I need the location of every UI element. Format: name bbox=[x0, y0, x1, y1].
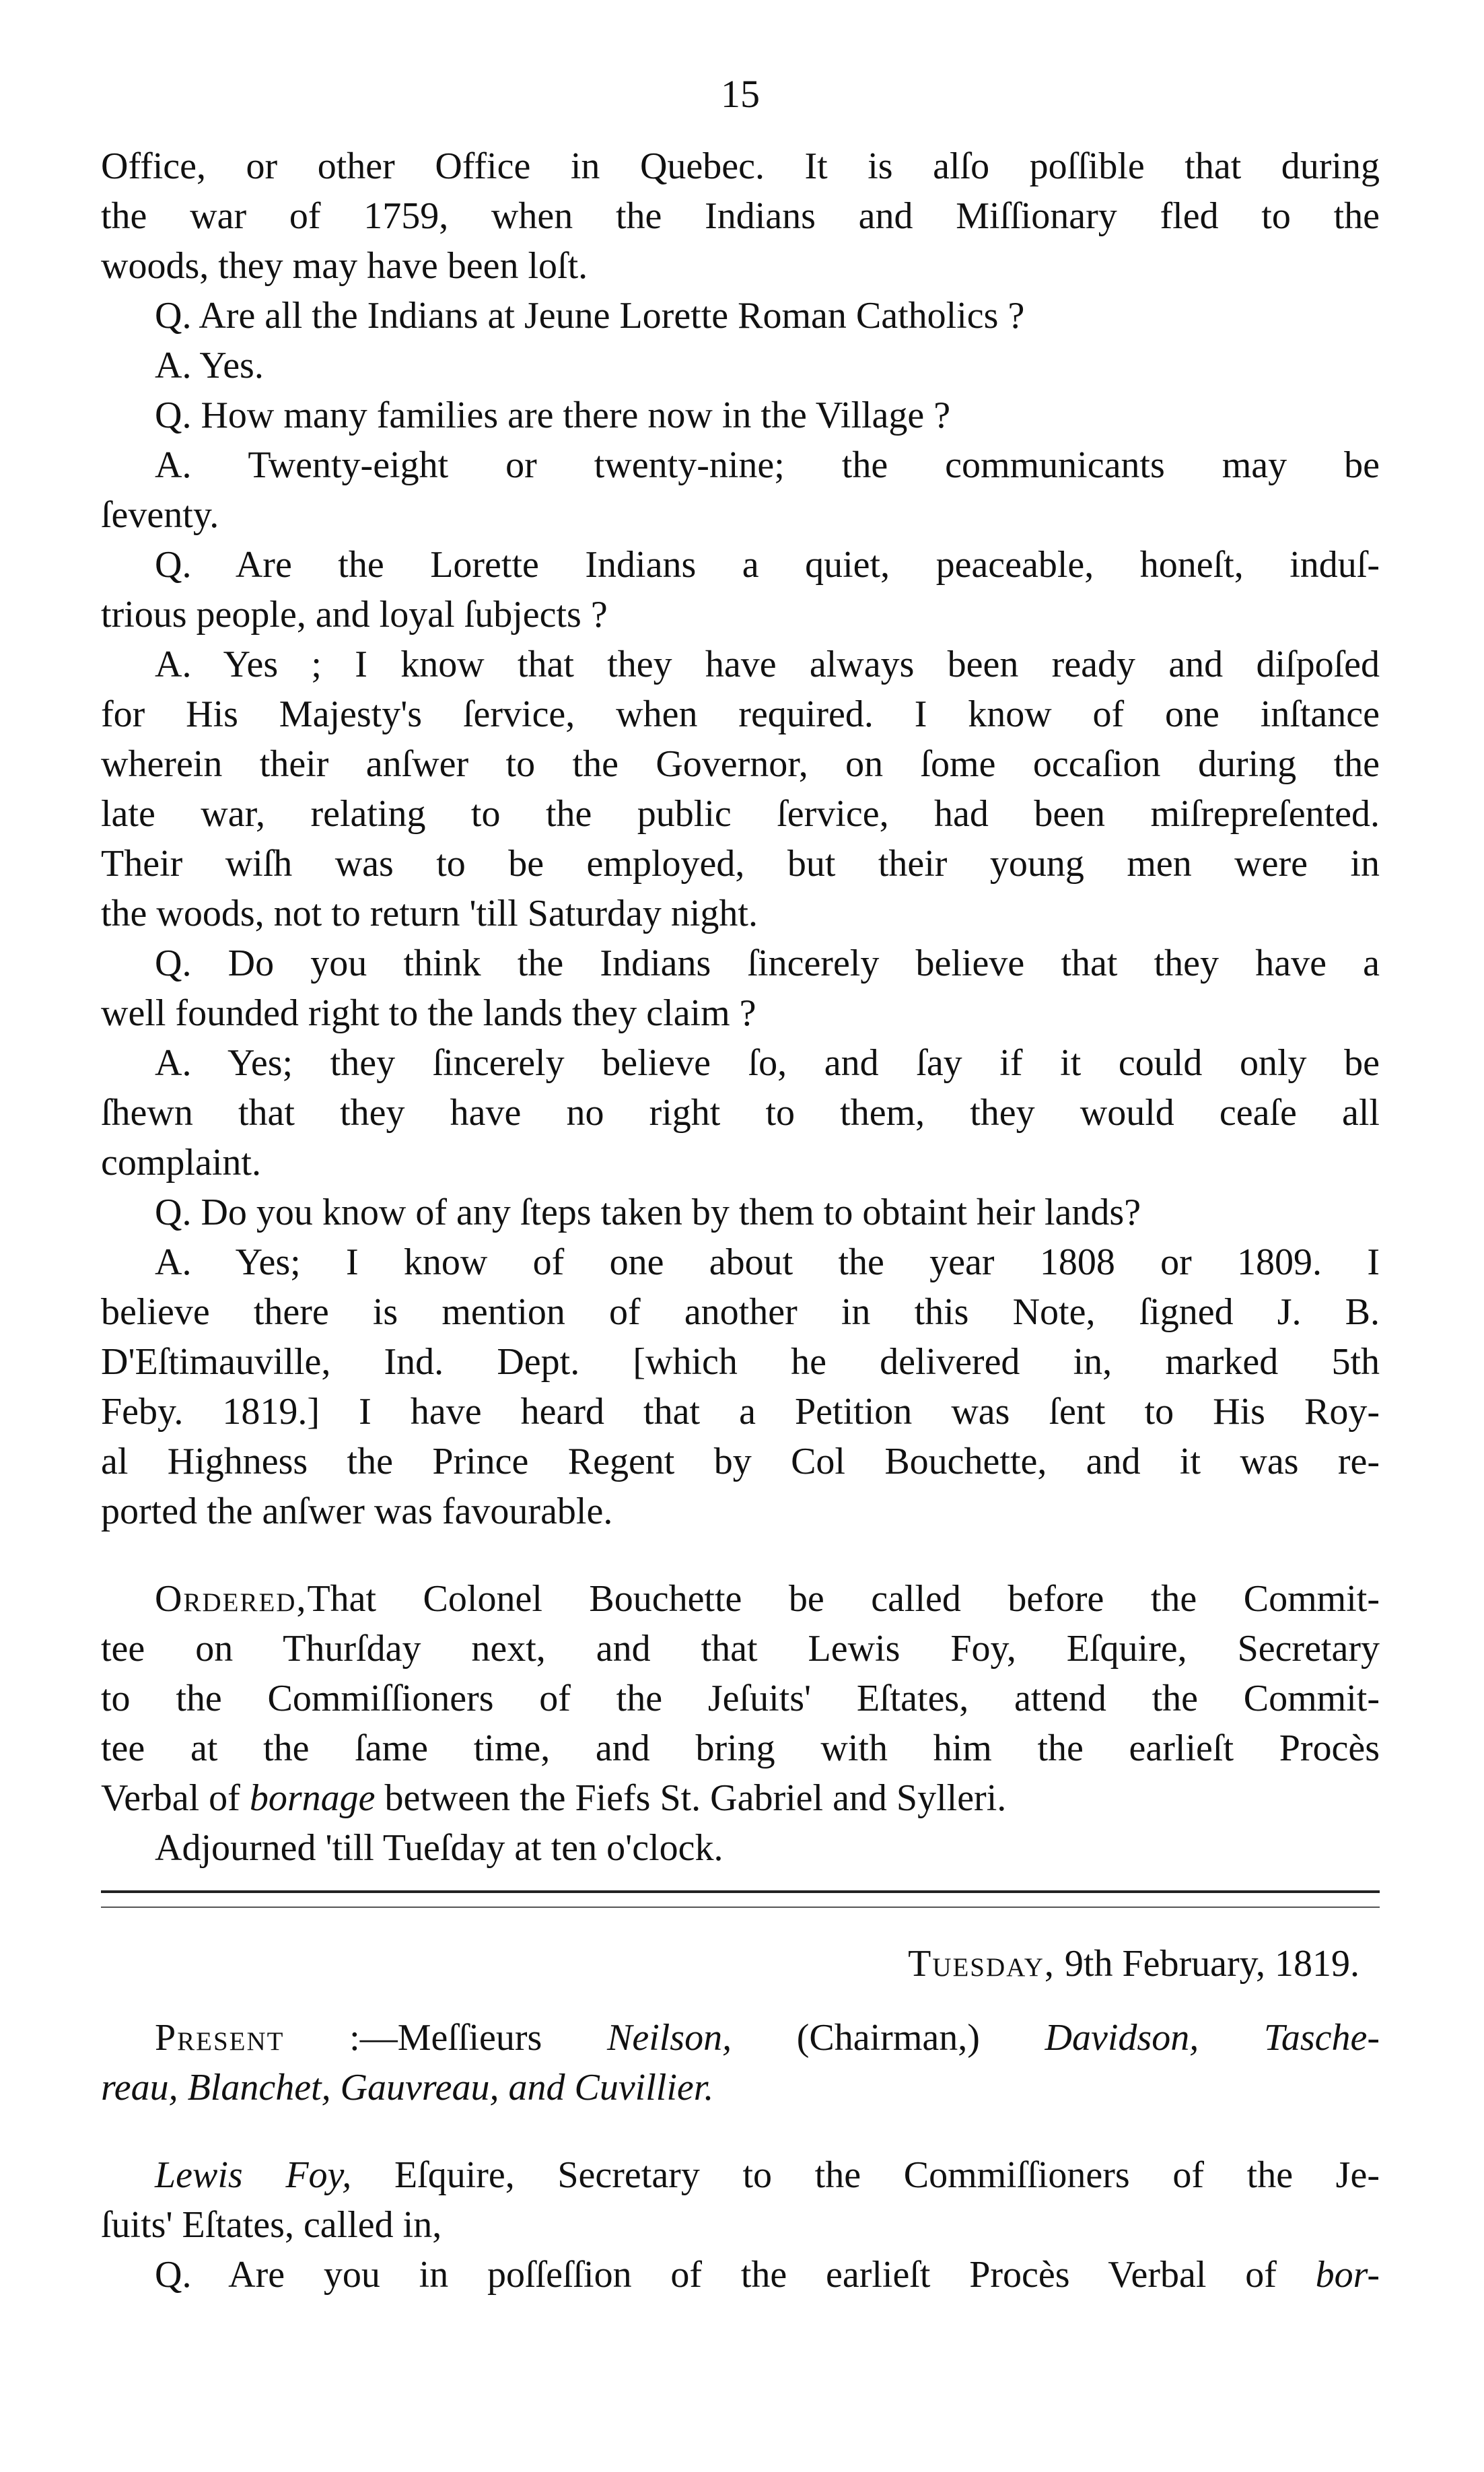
text-line: well founded right to the lands they claim ? bbox=[101, 992, 756, 1034]
text-line: A. Twenty-eight or twenty-nine; the communicants may be bbox=[155, 444, 1380, 486]
date-rest: 9th February, 1819. bbox=[1055, 1943, 1359, 1985]
text-line: the war of 1759, when the Indians and Miſſionary fled to the bbox=[101, 195, 1380, 237]
text-line: complaint. bbox=[101, 1142, 261, 1183]
ordered-line: tee on Thurſday next, and that Lewis Foy, Eſquire, Secretary bbox=[101, 1628, 1380, 1670]
section-divider-thin bbox=[101, 1907, 1380, 1908]
text-line: believe there is mention of another in this Note, ſigned J. B. bbox=[101, 1291, 1380, 1333]
ordered-text: That Colonel Bouchette be called before the Commit- bbox=[307, 1578, 1380, 1620]
present-member: Davidson, bbox=[1045, 2017, 1199, 2059]
ordered-verbal-text: Verbal of bbox=[101, 1777, 250, 1819]
present-intro: :—Meſſieurs bbox=[284, 2017, 607, 2059]
witness-name: Lewis Foy, bbox=[155, 2154, 352, 2196]
witness-question-italic: bor- bbox=[1315, 2254, 1380, 2296]
text-line: Office, or other Office in Quebec. It is alſo poſſible that during bbox=[101, 145, 1380, 187]
adjourned-line: Adjourned 'till Tueſday at ten o'clock. bbox=[155, 1827, 723, 1869]
page-number: 15 bbox=[721, 72, 760, 116]
text-line: for His Majesty's ſervice, when required. I know of one inſtance bbox=[101, 693, 1380, 735]
text-line: D'Eſtimauville, Ind. Dept. [which he delivered in, marked 5th bbox=[101, 1341, 1380, 1383]
text-line: late war, relating to the public ſervice, had been miſrepreſented. bbox=[101, 793, 1380, 835]
text-line: ported the anſwer was favourable. bbox=[101, 1490, 613, 1532]
witness-question: Q. Are you in poſſeſſion of the earlieſt Procès Verbal of bbox=[155, 2254, 1316, 2296]
ordered-verbal-rest: between the Fiefs St. Gabriel and Sylleri. bbox=[375, 1777, 1007, 1819]
present-members-continued: reau, Blanchet, Gauvreau, and Cuvillier. bbox=[101, 2067, 714, 2108]
present-member: Neilson, bbox=[606, 2017, 732, 2059]
text-line: A. Yes; I know of one about the year 1808 or 1809. I bbox=[155, 1241, 1380, 1283]
text-line: Feby. 1819.] I have heard that a Petition was ſent to His Roy- bbox=[101, 1391, 1380, 1433]
ordered-line: to the Commiſſioners of the Jeſuits' Eſtates, attend the Commit- bbox=[101, 1678, 1380, 1719]
text-line: trious people, and loyal ſubjects ? bbox=[101, 594, 608, 636]
text-line: Q. How many families are there now in the Village ? bbox=[155, 394, 951, 436]
present-paragraph bbox=[101, 2013, 1380, 2113]
present-first-line bbox=[101, 2013, 1380, 2063]
ordered-lines bbox=[101, 1624, 1380, 1773]
witness-second-line: ſuits' Eſtates, called in, bbox=[101, 2204, 442, 2246]
ordered-verbal-line bbox=[101, 1773, 1380, 1823]
text-line: woods, they may have been loſt. bbox=[101, 245, 588, 287]
witness-title: Eſquire, Secretary to the Commiſſioners of the Je- bbox=[351, 2154, 1380, 2196]
text-line: ſeventy. bbox=[101, 494, 219, 536]
text-line: Q. Are all the Indians at Jeune Lorette Roman Catholics ? bbox=[155, 295, 1025, 337]
testimony-block bbox=[101, 141, 1380, 1536]
present-members bbox=[607, 2017, 1380, 2059]
ordered-line: tee at the ſame time, and bring with him the earlieſt Procès bbox=[101, 1727, 1380, 1769]
ordered-label: Ordered, bbox=[155, 1578, 308, 1620]
text-line: Their wiſh was to be employed, but their young men were in bbox=[101, 843, 1380, 885]
present-label: Present bbox=[155, 2017, 285, 2059]
section-divider bbox=[101, 1890, 1380, 1893]
text-line: Q. Do you know of any ſteps taken by them to obtaint heir lands? bbox=[155, 1192, 1141, 1233]
text-line: al Highness the Prince Regent by Col Bouchette, and it was re- bbox=[101, 1441, 1380, 1482]
text-line: A. Yes. bbox=[155, 345, 264, 386]
document-page bbox=[101, 67, 1380, 2300]
text-line: Q. Do you think the Indians ſincerely believe that they have a bbox=[155, 942, 1380, 984]
date-heading bbox=[101, 1939, 1380, 1989]
present-second-line bbox=[101, 2063, 1380, 2113]
present-member: Tasche- bbox=[1199, 2017, 1380, 2059]
ordered-paragraph bbox=[101, 1574, 1380, 1873]
text-line: wherein their anſwer to the Governor, on ſome occaſion during the bbox=[101, 743, 1380, 785]
text-line: Q. Are the Lorette Indians a quiet, peaceable, honeſt, induſ- bbox=[155, 544, 1380, 586]
witness-question-line bbox=[101, 2250, 1380, 2300]
text-line: A. Yes ; I know that they have always been ready and diſpoſed bbox=[155, 644, 1380, 685]
text-line: ſhewn that they have no right to them, they would ceaſe all bbox=[101, 1092, 1380, 1134]
bornage-term: bornage bbox=[249, 1777, 376, 1819]
witness-paragraph bbox=[101, 2150, 1380, 2300]
text-line: the woods, not to return 'till Saturday night. bbox=[101, 893, 758, 934]
date-day: Tuesday, bbox=[908, 1943, 1055, 1985]
ordered-first-line bbox=[101, 1574, 1380, 1624]
present-member: (Chairman,) bbox=[732, 2017, 1045, 2059]
text-line: A. Yes; they ſincerely believe ſo, and ſay if it could only be bbox=[155, 1042, 1380, 1084]
witness-first-line bbox=[101, 2150, 1380, 2200]
